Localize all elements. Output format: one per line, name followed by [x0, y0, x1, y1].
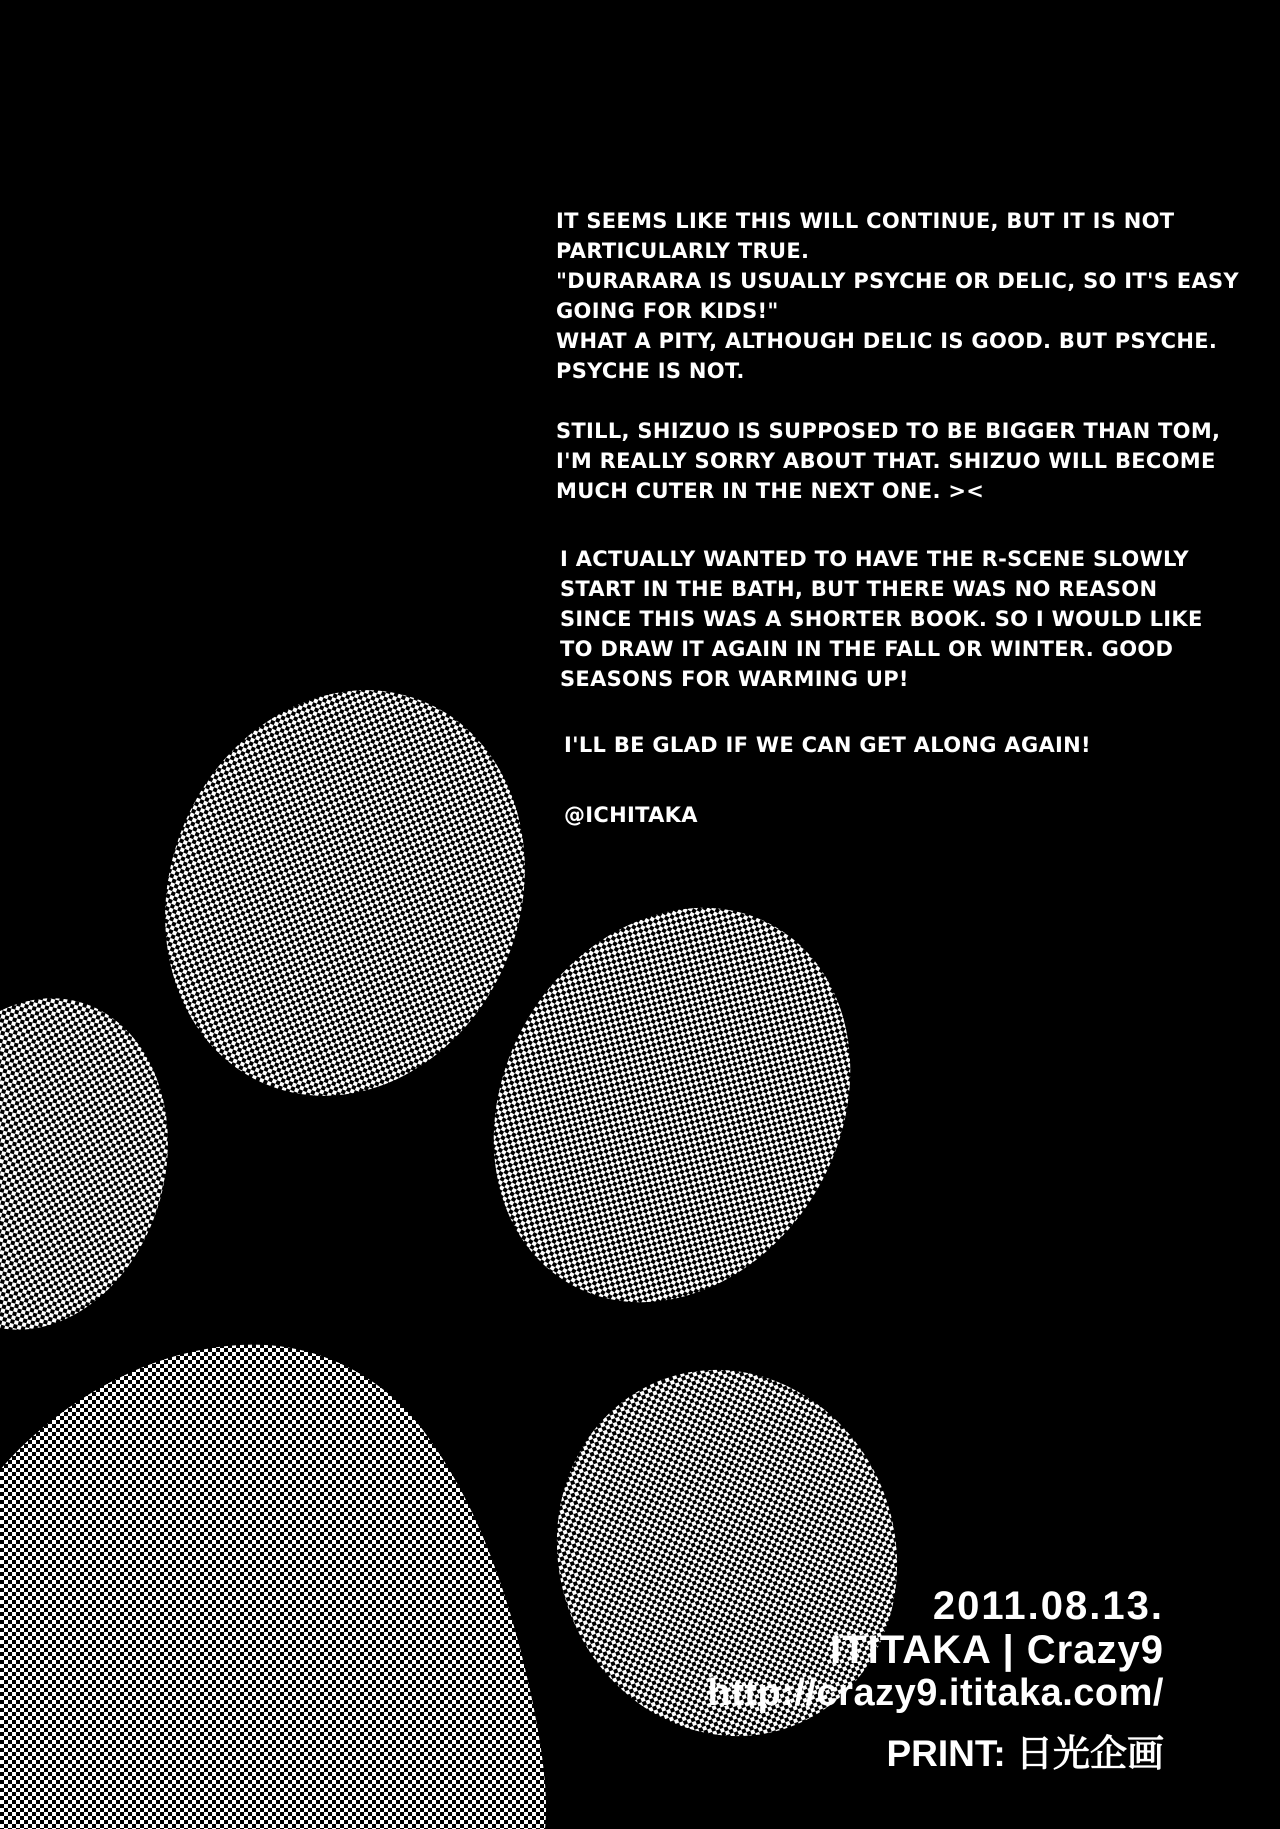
- paw-toe-pad-left-edge: [0, 968, 204, 1360]
- website-url[interactable]: http://crazy9.ititaka.com/: [707, 1672, 1164, 1714]
- note-paragraph-4: I'LL BE GLAD IF WE CAN GET ALONG AGAIN!: [564, 733, 1091, 757]
- publication-date: 2011.08.13.: [932, 1584, 1164, 1628]
- colophon: [708, 1584, 1164, 1776]
- printer-credit: PRINT: 日光企画: [886, 1733, 1164, 1774]
- note-paragraph-2: STILL, SHIZUO IS SUPPOSED TO BE BIGGER THAN TOM, I'M REALLY SORRY ABOUT THAT. SHIZUO WILL BECOME MUCH CUTER IN THE NEXT ONE. ><: [556, 419, 1221, 503]
- circle-name: ITITAKA | Crazy9: [830, 1628, 1164, 1672]
- paw-main-pad: [0, 1345, 546, 1829]
- note-paragraph-1: IT SEEMS LIKE THIS WILL CONTINUE, BUT IT IS NOT PARTICULARLY TRUE. "DURARARA IS USUALLY PSYCHE OR DELIC, SO IT'S EASY GOING FOR KIDS!" WHAT A PITY, ALTHOUGH DELIC IS GOOD. BUT PSYCHE. PSYCHE IS NOT.: [556, 209, 1239, 383]
- afterword-notes: [556, 206, 1256, 830]
- note-paragraph-3: I ACTUALLY WANTED TO HAVE THE R-SCENE SLOWLY START IN THE BATH, BUT THERE WAS NO REASON SINCE THIS WAS A SHORTER BOOK. SO I WOULD LIKE TO DRAW IT AGAIN IN THE FALL OR WINTER. GOOD SEASONS FOR WARMING UP!: [560, 547, 1203, 691]
- author-handle: @ICHITAKA: [564, 803, 698, 827]
